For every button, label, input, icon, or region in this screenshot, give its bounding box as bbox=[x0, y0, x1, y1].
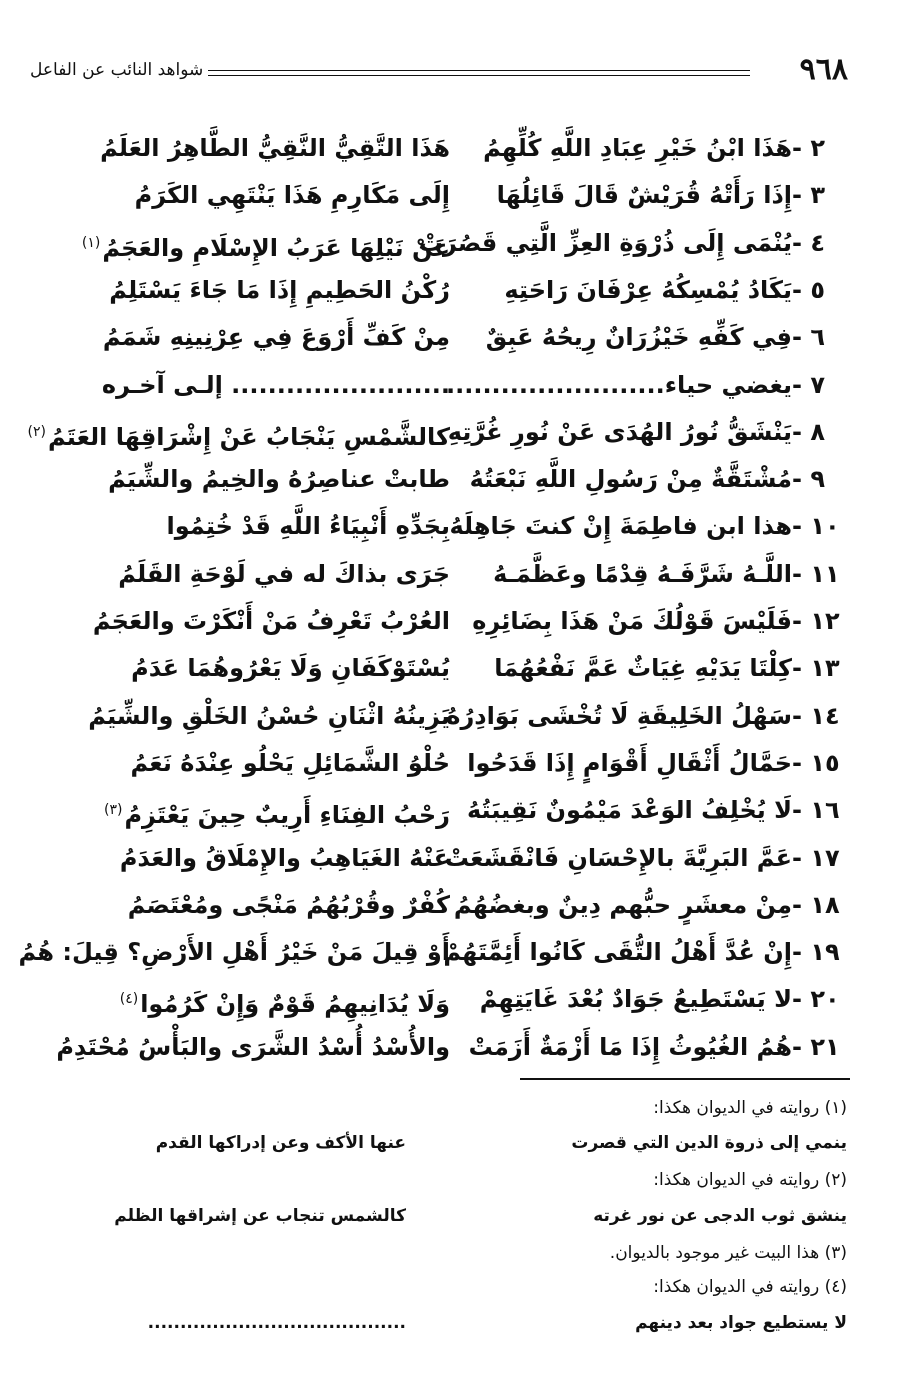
verse-first-hemistich: هَذَا ابْنُ خَيْرِ عِبَادِ اللَّهِ كُلِّهِمُ bbox=[483, 134, 792, 162]
verse-row bbox=[50, 266, 850, 314]
verse-row bbox=[27, 408, 850, 456]
verse-second-text: يُسْتَوْكَفَانِ وَلَا يَعْرُوهُمَا عَدَمُ bbox=[131, 654, 450, 682]
verse-second-hemistich bbox=[50, 361, 450, 409]
verse-row bbox=[50, 313, 850, 361]
verse-second-hemistich bbox=[50, 644, 450, 692]
verse-row bbox=[50, 1023, 850, 1071]
footnote-marker: (٣) bbox=[103, 802, 123, 818]
verse-number: ٨ - bbox=[792, 418, 825, 446]
footnote-marker: (١) bbox=[81, 235, 101, 251]
verse-row bbox=[50, 975, 850, 1023]
footnote-marker: (٢) bbox=[27, 424, 46, 440]
verse-first-hemistich: كِلْتَا يَدَيْهِ غِيَاثٌ عَمَّ نَفْعُهُمَا bbox=[494, 654, 792, 682]
footnote-hemistich-second: ........................................ bbox=[147, 1313, 406, 1333]
verse-number: ٩ - bbox=[792, 465, 825, 493]
verse-second-hemistich bbox=[50, 881, 450, 929]
footnote-hemistich-second: عنها الأكف وعن إدراكها القدم bbox=[155, 1133, 406, 1153]
verse-second-hemistich bbox=[50, 597, 450, 645]
verse-number: ١٦ - bbox=[792, 796, 840, 824]
verse-first-hemistich: اللَّـهُ شَرَّفَـهُ قِدْمًا وعَظَّمَـهُ bbox=[493, 560, 792, 588]
verse-row bbox=[50, 219, 850, 267]
verse-number: ٣ - bbox=[792, 181, 825, 209]
header-double-rule bbox=[208, 70, 750, 76]
verse-number: ٦ - bbox=[792, 323, 825, 351]
footnote-label: (٤) روايته في الديوان هكذا: bbox=[653, 1277, 847, 1297]
verse-second-hemistich bbox=[50, 502, 450, 550]
verse-second-text: رَحْبُ الفِنَاءِ أَرِيبٌ حِينَ يَعْتَزِمُ bbox=[124, 801, 450, 829]
verse-second-text: بِجَدِّهِ أَنْبِيَاءُ اللَّهِ قَدْ خُتِمُوا bbox=[166, 512, 450, 540]
verse-number: ٢٠ - bbox=[792, 985, 840, 1013]
verse-second-hemistich bbox=[50, 266, 450, 314]
verse-number: ١٨ - bbox=[792, 891, 840, 919]
verse-second-hemistich bbox=[50, 975, 450, 1028]
verse-row bbox=[50, 124, 850, 172]
verse-number: ١٣ - bbox=[792, 654, 840, 682]
verse-first-hemistich: عَمَّ البَرِيَّةَ بالإِحْسَانِ فَانْقَشَعَتْ bbox=[444, 844, 792, 872]
verse-second-text: إِلَى مَكَارِمِ هَذَا يَنْتَهِي الكَرَمُ bbox=[134, 181, 450, 209]
verse-row bbox=[50, 786, 850, 834]
verse-second-hemistich bbox=[50, 550, 450, 598]
verse-number: ١٤ - bbox=[792, 702, 840, 730]
verse-number: ١٧ - bbox=[792, 844, 840, 872]
verse-first-hemistich: إِذَا رَأَتْهُ قُرَيْشٌ قَالَ قَائِلُهَا bbox=[496, 181, 792, 209]
verse-second-text: والأُسْدُ أُسْدُ الشَّرَى والبَأْسُ مُحْتَدِمُ bbox=[56, 1033, 450, 1061]
verse-second-text: كُفْرٌ وقُرْبُهُمُ مَنْجًى ومُعْتَصَمُ bbox=[127, 891, 450, 919]
verse-number: ١٩ - bbox=[792, 938, 840, 966]
verse-number: ٢ - bbox=[792, 134, 825, 162]
verse-second-text: أَوْ قِيلَ مَنْ خَيْرُ أَهْلِ الأَرْضِ؟ قِيلَ: هُمُ bbox=[18, 938, 450, 966]
footnote-hemistich-first: ينمي إلى ذروة الدين التي قصرت bbox=[571, 1133, 847, 1153]
verse-second-text: يَزِينُهُ اثْنَانِ حُسْنُ الخَلْقِ والشِّيَمُ bbox=[88, 702, 450, 730]
footnote-marker: (٤) bbox=[119, 991, 139, 1007]
verse-second-text: ........................ إلـى آخـره bbox=[101, 371, 450, 399]
verse-second-hemistich bbox=[50, 455, 450, 503]
verse-second-hemistich bbox=[50, 124, 450, 172]
verse-number: ١٥ - bbox=[792, 749, 840, 777]
verse-second-hemistich bbox=[50, 834, 450, 882]
verse-row bbox=[50, 597, 850, 645]
verse-second-text: حُلْوُ الشَّمَائِلِ يَحْلُو عِنْدَهُ نَعَمُ bbox=[130, 749, 450, 777]
verse-first-hemistich: مِنْ معشَرٍ حبُّهم دِينٌ وبغضُهُمُ bbox=[453, 891, 792, 919]
verse-first-hemistich: فِي كَفِّهِ خَيْزُرَانٌ رِيحُهُ عَبِقٌ bbox=[485, 323, 792, 351]
footnote-hemistich-first: ينشق ثوب الدجى عن نور غرته bbox=[593, 1206, 847, 1226]
verse-row bbox=[18, 928, 850, 976]
verse-first-hemistich: حَمَّالُ أَثْقَالِ أَقْوَامٍ إِذَا قَدَحُوا bbox=[467, 749, 792, 777]
verse-second-hemistich bbox=[50, 219, 450, 272]
page-header bbox=[30, 52, 848, 96]
verse-number: ٢١ - bbox=[792, 1033, 840, 1061]
verse-row bbox=[50, 171, 850, 219]
verse-second-hemistich bbox=[50, 1023, 450, 1071]
verse-row bbox=[50, 550, 850, 598]
verse-first-hemistich: لَا يُخْلِفُ الوَعْدَ مَيْمُونٌ نَقِيبَتُهُ bbox=[466, 796, 792, 824]
verse-second-hemistich bbox=[50, 171, 450, 219]
page-number: ٩٦٨ bbox=[799, 52, 848, 87]
verse-second-hemistich bbox=[50, 786, 450, 839]
verse-number: ١١ - bbox=[792, 560, 840, 588]
verse-second-hemistich bbox=[50, 692, 450, 740]
verse-second-hemistich bbox=[27, 408, 450, 461]
verse-number: ٥ - bbox=[792, 276, 825, 304]
verse-row bbox=[50, 361, 850, 409]
verse-first-hemistich: يَكَادُ يُمْسِكُهُ عِرْفَانَ رَاحَتِهِ bbox=[504, 276, 792, 304]
verse-first-hemistich: يَنْشَقُّ نُورُ الهُدَى عَنْ نُورِ غُرَّتِهِ bbox=[447, 418, 792, 446]
verse-first-hemistich: هذا ابن فاطِمَةَ إِنْ كنتَ جَاهِلَهُ bbox=[449, 512, 792, 540]
verse-row bbox=[50, 739, 850, 787]
verse-second-text: هَذَا التَّقِيُّ النَّقِيُّ الطَّاهِرُ العَلَمُ bbox=[100, 134, 450, 162]
footnote-separator bbox=[520, 1078, 850, 1080]
verse-number: ١٢ - bbox=[792, 607, 840, 635]
verse-second-text: رُكْنُ الحَطِيمِ إِذَا مَا جَاءَ يَسْتَلِمُ bbox=[109, 276, 450, 304]
verse-first-hemistich: هُمُ الغُيُوثُ إِذَا مَا أَزْمَةٌ أَزَمَتْ bbox=[468, 1033, 792, 1061]
running-title: شواهد النائب عن الفاعل bbox=[30, 60, 204, 80]
verse-second-text: العُرْبُ تَعْرِفُ مَنْ أَنْكَرْتَ والعَجَمُ bbox=[92, 607, 450, 635]
verse-first-hemistich: يغضي حياء........................ bbox=[445, 371, 792, 399]
verse-second-hemistich bbox=[18, 928, 450, 976]
verse-number: ٤ - bbox=[792, 229, 825, 257]
verse-second-text: عَنْ نَيْلِهَا عَرَبُ الإِسْلَامِ والعَجَمُ bbox=[102, 234, 450, 262]
verse-first-hemistich: مُشْتَقَّةٌ مِنْ رَسُولِ اللَّهِ نَبْعَتُهُ bbox=[469, 465, 792, 493]
verse-second-text: جَرَى بذاكَ له في لَوْحَةِ القَلَمُ bbox=[118, 560, 450, 588]
verse-number: ١٠ - bbox=[792, 512, 840, 540]
footnote-label: (٢) روايته في الديوان هكذا: bbox=[653, 1170, 847, 1190]
verse-first-hemistich: يُنْمَى إِلَى ذُرْوَةِ العِزِّ الَّتِي قَصُرَتْ bbox=[418, 229, 792, 257]
verse-row bbox=[50, 881, 850, 929]
verse-first-hemistich: فَلَيْسَ قَوْلُكَ مَنْ هَذَا بِضَائِرِهِ bbox=[472, 607, 792, 635]
verse-row bbox=[50, 644, 850, 692]
verse-row bbox=[50, 692, 850, 740]
verse-second-text: مِنْ كَفِّ أَرْوَعَ فِي عِرْنِينِهِ شَمَمُ bbox=[102, 323, 450, 351]
verse-first-hemistich: إِنْ عُدَّ أَهْلُ التُّقَى كَانُوا أَئِمَّتَهُمْ bbox=[443, 938, 792, 966]
verse-second-hemistich bbox=[50, 313, 450, 361]
footnote-hemistich-first: لا يستطيع جواد بعد دينهم bbox=[635, 1313, 847, 1333]
verse-second-text: طابتْ عناصِرُهُ والخِيمُ والشِّيَمُ bbox=[108, 465, 450, 493]
verse-second-text: وَلَا يُدَانِيهِمُ قَوْمٌ وَإِنْ كَرُمُوا bbox=[140, 990, 450, 1018]
verse-second-hemistich bbox=[50, 739, 450, 787]
verse-row bbox=[50, 834, 850, 882]
verse-second-text: كالشَّمْسِ يَنْجَابُ عَنْ إِشْرَاقِهَا العَتَمُ bbox=[47, 423, 450, 451]
verse-number: ٧ - bbox=[792, 371, 825, 399]
verse-row bbox=[50, 502, 850, 550]
verse-second-text: عَنْهُ الغَيَاهِبُ والإِمْلَاقُ والعَدَمُ bbox=[119, 844, 450, 872]
footnote-hemistich-second: كالشمس تنجاب عن إشراقها الظلم bbox=[114, 1206, 406, 1226]
verse-first-hemistich: لا يَسْتَطِيعُ جَوَادٌ بُعْدَ غَايَتِهِمْ bbox=[479, 985, 792, 1013]
footnote-label: (١) روايته في الديوان هكذا: bbox=[653, 1098, 847, 1118]
verse-first-hemistich: سَهْلُ الخَلِيقَةِ لَا تُخْشَى بَوَادِرُهُ bbox=[446, 702, 792, 730]
footnote-label: (٣) هذا البيت غير موجود بالديوان. bbox=[609, 1243, 847, 1263]
verse-row bbox=[50, 455, 850, 503]
